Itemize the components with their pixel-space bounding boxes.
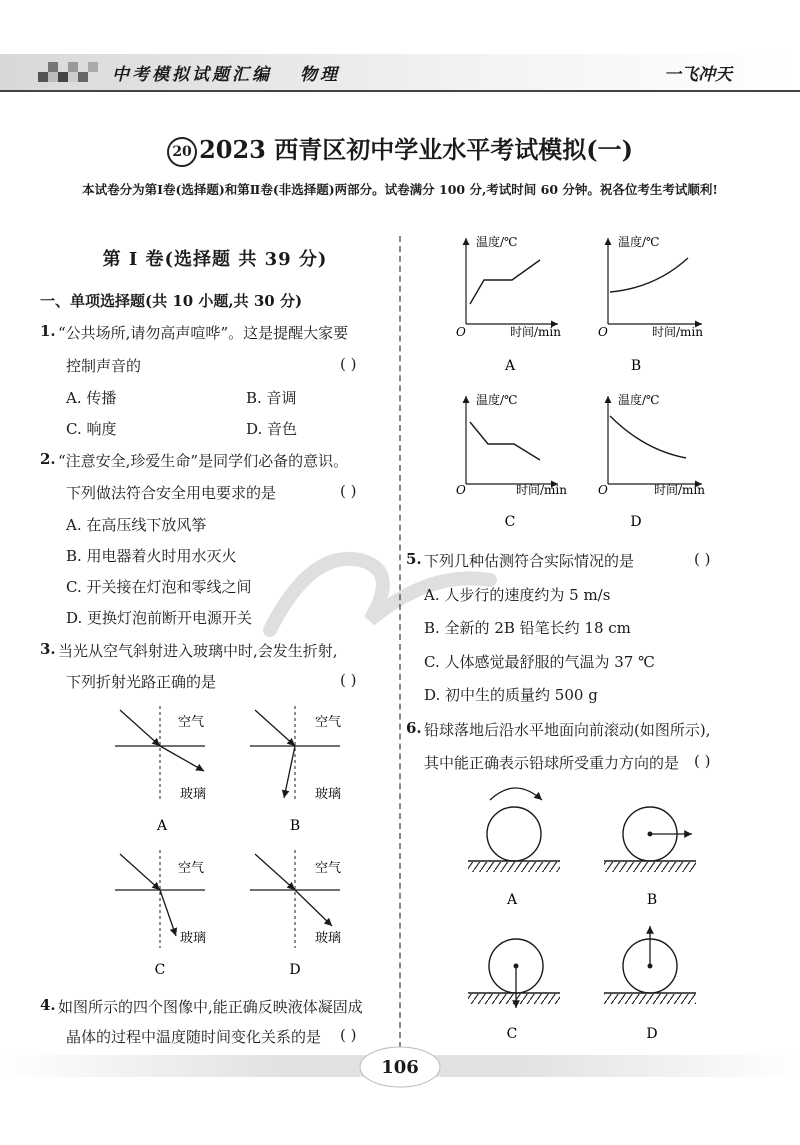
- q4-a-ylabel: 温度/℃: [476, 235, 518, 249]
- q4-b-ylabel: 温度/℃: [618, 235, 660, 249]
- q4-d-ylabel: 温度/℃: [618, 393, 660, 407]
- q3-answer-paren: ( ): [340, 671, 357, 689]
- q1-number: 1.: [40, 322, 56, 340]
- page-number: 106: [381, 1057, 419, 1078]
- q1-option-d: D. 音色: [246, 420, 298, 438]
- q6-answer-paren: ( ): [694, 752, 711, 770]
- q6-b-caption: B: [646, 892, 658, 908]
- q3-c-caption: C: [154, 962, 166, 978]
- q5-option-c: C. 人体感觉最舒服的气温为 37 ℃: [424, 653, 655, 671]
- part-heading: 一、单项选择题(共 10 小题,共 30 分): [40, 292, 303, 310]
- q4-b-caption: B: [630, 358, 642, 374]
- q1-answer-paren: ( ): [340, 355, 357, 373]
- q2-line2: 下列做法符合安全用电要求的是: [66, 484, 277, 502]
- q4-b-xlabel: 时间/min: [652, 325, 703, 339]
- q3-c-glass-label: 玻璃: [180, 931, 207, 946]
- q5-answer-paren: ( ): [694, 550, 711, 568]
- q4-answer-paren: ( ): [340, 1026, 357, 1044]
- q4-graph-b: [598, 234, 703, 374]
- header-checker-icon: [38, 58, 100, 86]
- q3-b-air-label: 空气: [315, 715, 342, 730]
- q2-option-c: C. 开关接在灯泡和零线之间: [66, 578, 252, 596]
- q4-b-origin: O: [598, 325, 608, 339]
- q3-b-glass-label: 玻璃: [315, 787, 342, 802]
- q6-line1: 铅球落地后沿水平地面向前滚动(如图所示),: [424, 721, 711, 739]
- q4-a-origin: O: [456, 325, 466, 339]
- q4-graphs: [440, 232, 740, 532]
- q5-option-a: A. 人步行的速度约为 5 m/s: [424, 586, 611, 604]
- q3-d-glass-label: 玻璃: [315, 931, 342, 946]
- q2-answer-paren: ( ): [340, 482, 357, 500]
- q3-number: 3.: [40, 640, 56, 658]
- q2-line1: “注意安全,珍爱生命”是同学们必备的意识。: [58, 452, 349, 470]
- q6-diagram-d: [604, 926, 696, 1042]
- q6-diagram-c: [468, 939, 560, 1042]
- q4-c-caption: C: [504, 514, 516, 530]
- q2-option-d: D. 更换灯泡前断开电源开关: [66, 609, 253, 627]
- q1-line1: “公共场所,请勿高声喧哗”。这是提醒大家要: [58, 324, 349, 342]
- q1-option-b: B. 音调: [246, 389, 297, 407]
- q3-line2: 下列折射光路正确的是: [66, 673, 217, 691]
- q4-d-origin: O: [598, 483, 608, 497]
- q3-diagram-b: [250, 706, 341, 834]
- q2-option-a: A. 在高压线下放风筝: [66, 516, 207, 534]
- q4-graph-d: [598, 392, 705, 530]
- q3-diagram-d: [250, 850, 341, 978]
- q1-option-a: A. 传播: [66, 389, 117, 407]
- series-title: 中考模拟试题汇编: [112, 65, 272, 85]
- q4-graph-c: [456, 392, 567, 530]
- q6-line2: 其中能正确表示铅球所受重力方向的是: [424, 754, 680, 772]
- q2-option-b: B. 用电器着火时用水灭火: [66, 547, 237, 565]
- q3-line1: 当光从空气斜射进入玻璃中时,会发生折射,: [58, 642, 338, 660]
- q4-a-xlabel: 时间/min: [510, 325, 561, 339]
- q3-a-caption: A: [156, 818, 168, 834]
- section-title: 第 Ⅰ 卷(选择题 共 39 分): [102, 249, 328, 270]
- exam-title-text: 2023 西青区初中学业水平考试模拟(一): [199, 135, 633, 164]
- q3-refraction-figures: [100, 700, 380, 990]
- brand-logo: 一飞冲天: [664, 65, 732, 85]
- q5-option-d: D. 初中生的质量约 500 g: [424, 686, 598, 704]
- column-divider: [399, 236, 401, 1048]
- q6-d-caption: D: [646, 1026, 658, 1042]
- q5-option-b: B. 全新的 2B 铅笔长约 18 cm: [424, 619, 631, 637]
- q4-d-xlabel: 时间/min: [654, 483, 705, 497]
- q6-diagram-a: [468, 788, 560, 908]
- q1-line2: 控制声音的: [66, 357, 142, 375]
- q3-d-caption: D: [289, 962, 301, 978]
- q4-line2: 晶体的过程中温度随时间变化关系的是: [66, 1028, 322, 1046]
- q6-diagram-b: [604, 807, 696, 908]
- subject-label: 物理: [300, 65, 340, 85]
- header-rule: [0, 90, 800, 92]
- q3-d-air-label: 空气: [315, 861, 342, 876]
- q5-number: 5.: [406, 550, 422, 568]
- q1-option-c: C. 响度: [66, 420, 117, 438]
- q6-c-caption: C: [506, 1026, 518, 1042]
- q4-line1: 如图所示的四个图像中,能正确反映液体凝固成: [58, 998, 363, 1016]
- q4-c-xlabel: 时间/min: [516, 483, 567, 497]
- q3-a-air-label: 空气: [178, 715, 205, 730]
- q6-ball-figures: [460, 780, 720, 1048]
- q5-line1: 下列几种估测符合实际情况的是: [424, 552, 635, 570]
- q4-a-caption: A: [504, 358, 516, 374]
- q4-graph-a: [456, 234, 561, 374]
- exam-title: [0, 130, 800, 167]
- q3-a-glass-label: 玻璃: [180, 787, 207, 802]
- q3-b-caption: B: [289, 818, 301, 834]
- exam-number-badge: 20: [167, 137, 197, 167]
- q4-d-caption: D: [630, 514, 642, 530]
- q4-c-ylabel: 温度/℃: [476, 393, 518, 407]
- q3-diagram-c: [115, 850, 206, 978]
- exam-notice: 本试卷分为第Ⅰ卷(选择题)和第Ⅱ卷(非选择题)两部分。试卷满分 100 分,考试时间 60 分钟。祝各位考生考试顺利!: [82, 182, 718, 197]
- q3-c-air-label: 空气: [178, 861, 205, 876]
- q4-number: 4.: [40, 996, 56, 1014]
- q4-c-origin: O: [456, 483, 466, 497]
- q6-a-caption: A: [506, 892, 518, 908]
- q6-number: 6.: [406, 719, 422, 737]
- q2-number: 2.: [40, 450, 56, 468]
- q3-diagram-a: [115, 706, 206, 834]
